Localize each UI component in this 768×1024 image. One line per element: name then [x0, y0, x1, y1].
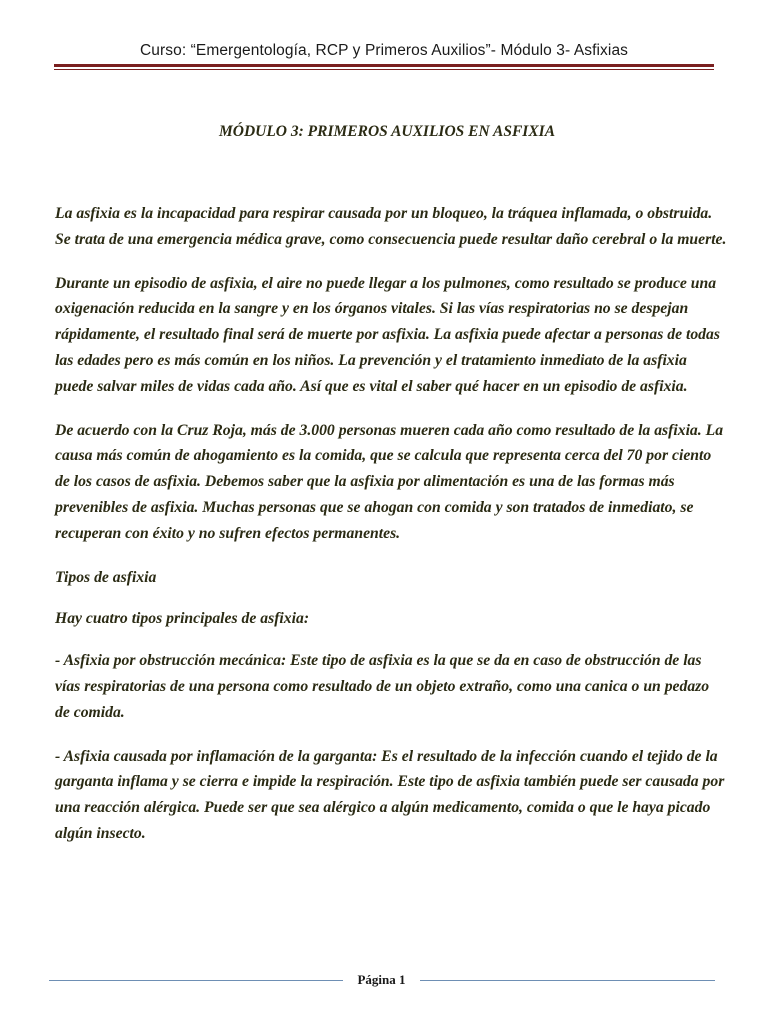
paragraph-types-intro: Hay cuatro tipos principales de asfixia: — [55, 610, 310, 628]
header-rule-thick — [54, 64, 714, 67]
paragraph-definition: La asfixia es la incapacidad para respirar causada por un bloqueo, la tráquea inflamada, o obstruida. Se trata de una emergencia médica grave, como consecuencia puede resultar daño cerebral o la muerte. — [55, 205, 727, 248]
page-header: Curso: “Emergentología, RCP y Primeros Auxilios”- Módulo 3- Asfixias — [139, 42, 629, 59]
document-title: MÓDULO 3: PRIMEROS AUXILIOS EN ASFIXIA — [218, 123, 556, 140]
footer-rule-left — [49, 980, 343, 981]
header-rule-thin — [54, 69, 714, 70]
footer-rule-right — [420, 980, 715, 981]
section-heading-types: Tipos de asfixia — [55, 568, 157, 586]
document-body — [55, 201, 727, 865]
paragraph-episode: Durante un episodio de asfixia, el aire no puede llegar a los pulmones, como resultado se produce una oxigenación reducida en la sangre y en los órganos vitales. Si las vías respiratorias no se despejan rápidamente, el resultado final será de muerte por asfixia. La asfixia puede afectar a personas de todas las edades pero es más común en los niños. La prevención y el tratamiento inmediato de la asfixia puede salvar miles de vidas cada año. Así que es vital el saber qué hacer en un episodio de asfixia. — [55, 274, 720, 395]
list-item-throat-inflammation: - Asfixia causada por inflamación de la garganta: Es el resultado de la infección cuando el tejido de la garganta inflama y se cierra e impide la respiración. Este tipo de asfixia también puede ser causada por una reacción alérgica. Puede ser que sea alérgico a algún medicamento, comida o que le haya picado algún insecto. — [55, 747, 725, 842]
paragraph-red-cross: De acuerdo con la Cruz Roja, más de 3.000 personas mueren cada año como resultado de la asfixia. La causa más común de ahogamiento es la comida, que se calcula que representa cerca del 70 por ciento de los casos de asfixia. Debemos saber que la asfixia por alimentación es una de las formas más prevenibles de asfixia. Muchas personas que se ahogan con comida y son tratados de inmediato, se recuperan con éxito y no sufren efectos permanentes. — [55, 421, 724, 542]
page-number: Página 1 — [357, 972, 406, 987]
list-item-mechanical-obstruction: - Asfixia por obstrucción mecánica: Este tipo de asfixia es la que se da en caso de obstrucción de las vías respiratorias de una persona como resultado de un objeto extraño, como una canica o un pedazo de comida. — [55, 652, 710, 721]
